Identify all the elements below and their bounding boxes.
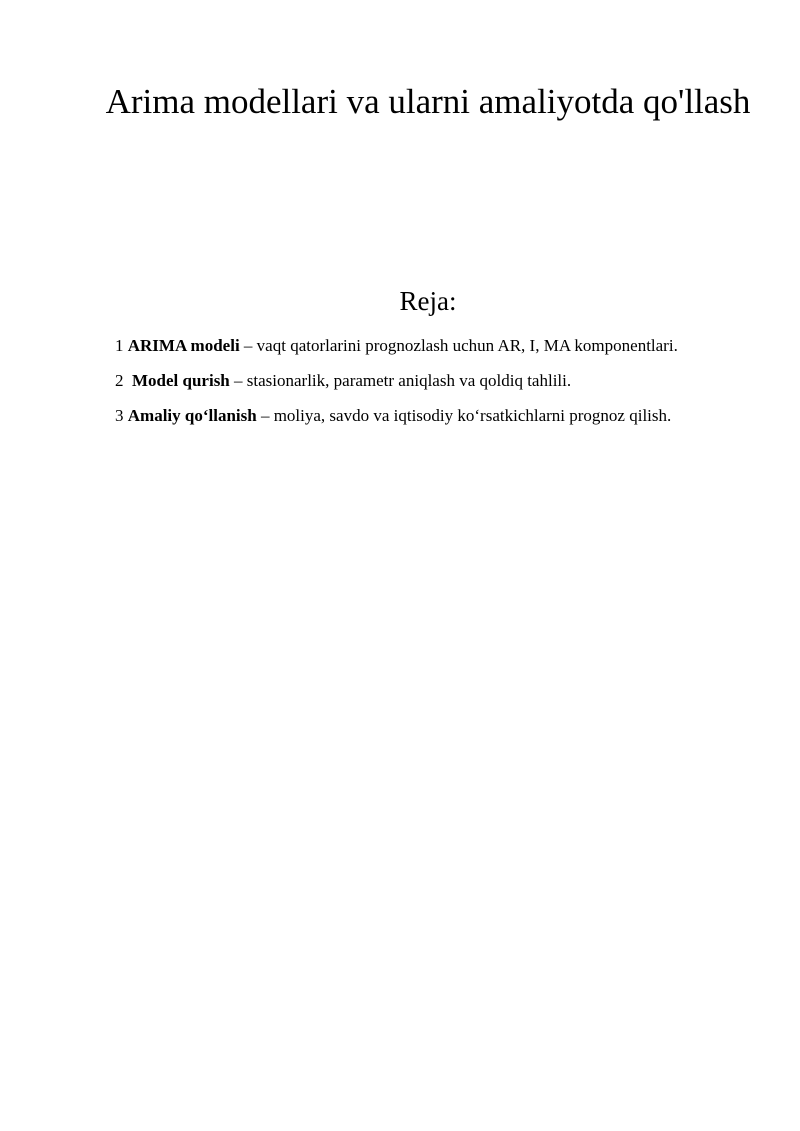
plan-heading: Reja:: [399, 286, 457, 316]
plan-item-term: Model qurish: [132, 371, 230, 390]
document-title: Arima modellari va ularni amaliyotda qo'llash: [105, 82, 751, 121]
plan-list: [115, 335, 775, 440]
plan-item-number: 2: [115, 371, 124, 390]
plan-item-number: 1: [115, 336, 124, 355]
plan-item-description: – stasionarlik, parametr aniqlash va qoldiq tahlili.: [229, 371, 572, 390]
plan-item-description: – moliya, savdo va iqtisodiy ko‘rsatkichlarni prognoz qilish.: [256, 406, 672, 425]
plan-item: [115, 370, 775, 392]
plan-item: [115, 405, 775, 427]
plan-item-number: 3: [115, 406, 124, 425]
plan-item: [115, 335, 775, 357]
plan-item-term: Amaliy qo‘llanish: [127, 406, 257, 425]
plan-item-term: ARIMA modeli: [127, 336, 240, 355]
plan-item-description: – vaqt qatorlarini prognozlash uchun AR, I, MA komponentlari.: [239, 336, 678, 355]
